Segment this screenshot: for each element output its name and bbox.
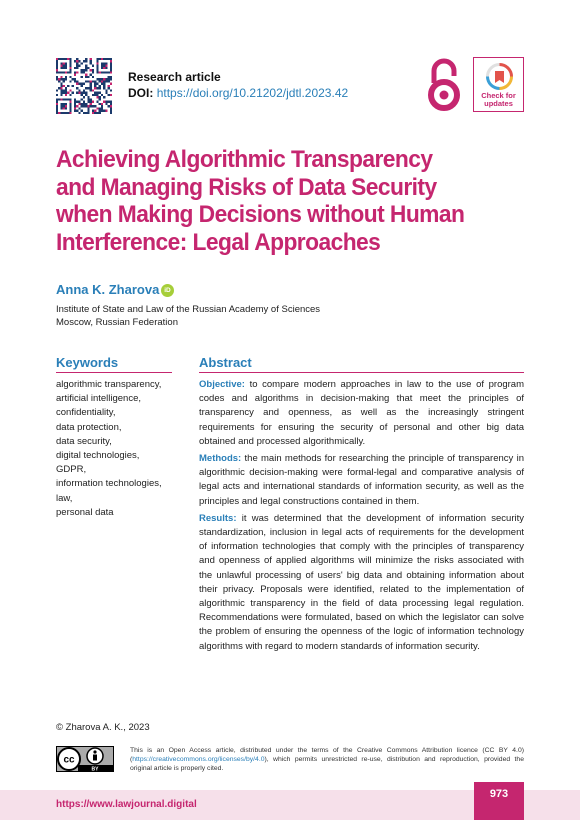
keyword-item: personal data bbox=[56, 506, 114, 518]
keywords-divider bbox=[56, 372, 172, 373]
journal-website-link[interactable]: https://www.lawjournal.digital bbox=[56, 799, 197, 810]
methods-label: Methods: bbox=[199, 453, 242, 465]
objective-text: to compare modern approaches in law to the use of program codes and algorithms in decision-making that meet the principles of transparency and openness, as well as the increasingly stringent requirements for ensuring the security of personal and other big data obtained and processed algorithmically. bbox=[199, 379, 524, 447]
objective-label: Objective: bbox=[199, 379, 245, 390]
article-title: Achieving Algorithmic Transparency and Managing Risks of Data Security when Making Decisions without Human Interference: Legal Approaches bbox=[56, 146, 465, 256]
keyword-item: data protection, bbox=[56, 421, 122, 433]
keyword-item: law, bbox=[56, 492, 73, 504]
abstract-results bbox=[199, 512, 524, 654]
license-text-after: ), which permits unrestricted re-use, distribution and reproduction, provided the original article is properly cited. bbox=[130, 756, 524, 772]
keyword-item: information technologies, bbox=[56, 478, 162, 490]
doi-link[interactable]: https://doi.org/10.21202/jdtl.2023.42 bbox=[156, 86, 349, 100]
by-badge-label: BY bbox=[91, 766, 99, 772]
check-label-line1: Check for bbox=[481, 91, 516, 100]
cc-badge-label: cc bbox=[63, 754, 75, 766]
keyword-item: GDPR, bbox=[56, 464, 87, 476]
abstract-objective bbox=[199, 378, 524, 449]
abstract-heading: Abstract bbox=[199, 355, 252, 370]
keyword-item: confidentiality, bbox=[56, 407, 116, 419]
article-type: Research article bbox=[128, 70, 221, 84]
keywords-list bbox=[56, 378, 162, 520]
keyword-item: algorithmic transparency, bbox=[56, 379, 162, 390]
copyright-notice: © Zharova A. K., 2023 bbox=[56, 722, 150, 733]
check-for-updates-badge[interactable] bbox=[473, 57, 524, 112]
abstract-methods bbox=[199, 452, 524, 509]
author-name[interactable]: Anna K. Zharova bbox=[56, 282, 160, 297]
qr-code-image bbox=[56, 58, 112, 114]
doi-line bbox=[128, 86, 348, 100]
open-access-icon bbox=[424, 57, 464, 113]
doi-label: DOI: bbox=[128, 86, 154, 100]
keyword-item: data security, bbox=[56, 435, 112, 447]
crossmark-icon bbox=[486, 63, 513, 90]
author-affiliation bbox=[56, 304, 320, 329]
cc-by-license-icon[interactable] bbox=[56, 746, 114, 772]
check-label-line2: updates bbox=[484, 99, 513, 108]
keyword-item: digital technologies, bbox=[56, 450, 140, 462]
keywords-heading: Keywords bbox=[56, 355, 119, 370]
affiliation-line: Institute of State and Law of the Russian Academy of Sciences bbox=[56, 304, 321, 315]
orcid-icon[interactable]: iD bbox=[161, 284, 174, 297]
results-text: it was determined that the development of information security standardization, inclusion in legal acts of requirements for the development of information technologies that comply with the principles of transparency and openness of applied algorithms will minimize the risks associated with the unlawful processing of users' big data and obtaining information about their privacy. Proposals were identified, related to the implementation of algorithmic transparency in the field of data processing legal regulation. Recommendations were formulated, based on which the legislator can solve the problem of ensuring the openness of the logic of information technology algorithms with regard to modern standards of information security. bbox=[199, 512, 524, 652]
page-number: 973 bbox=[489, 788, 509, 800]
license-link[interactable]: https://creativecommons.org/licenses/by/4.0 bbox=[132, 756, 265, 763]
abstract-body bbox=[199, 378, 524, 657]
license-text-before: This is an Open Access article, distributed under the terms of the Creative Commons Attribution licence (CC BY 4.0) ( bbox=[130, 747, 524, 763]
results-label: Results: bbox=[199, 512, 237, 524]
license-text bbox=[130, 746, 524, 773]
keyword-item: artificial intelligence, bbox=[56, 393, 142, 405]
affiliation-line: Moscow, Russian Federation bbox=[56, 316, 178, 328]
methods-text: the main methods for researching the principle of transparency in algorithmic decision-making were formal-legal and comparative analysis of legal acts and international standards of information security, as well as the principles and legal constructions contained in them. bbox=[199, 453, 524, 507]
abstract-divider bbox=[199, 372, 524, 373]
